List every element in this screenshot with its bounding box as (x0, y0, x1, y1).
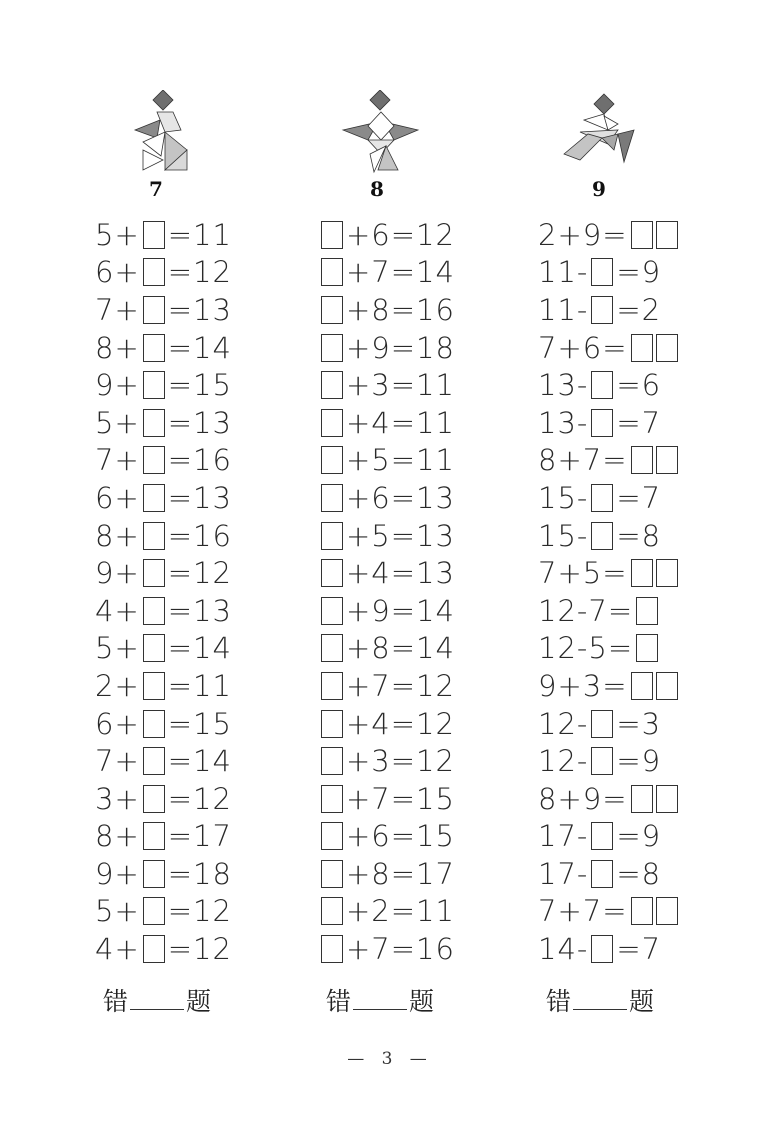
problem-text-after: +4=12 (346, 706, 455, 741)
problem-text-after: =7 (616, 405, 662, 440)
tangram-running-figure-icon (125, 90, 225, 180)
answer-box[interactable] (321, 559, 343, 587)
answer-box[interactable] (321, 409, 343, 437)
problem-row (95, 442, 232, 480)
problem-row (538, 780, 681, 818)
problem-row (538, 517, 681, 555)
problem-text-after: +5=13 (346, 518, 455, 553)
problem-text-before: 9+ (95, 556, 140, 591)
tangram-dancing-figure-icon (338, 90, 438, 180)
answer-box[interactable] (143, 860, 165, 888)
problem-row (538, 216, 681, 254)
problem-row (95, 742, 232, 780)
answer-box[interactable] (631, 785, 653, 813)
answer-box[interactable] (143, 484, 165, 512)
problem-row (95, 818, 232, 856)
problem-text-after: +2=11 (346, 894, 455, 929)
error-count-field (546, 982, 654, 1018)
problem-text-before: 2+ (95, 668, 140, 703)
problem-row (318, 479, 455, 517)
problem-text-before: 8+ (95, 330, 140, 365)
answer-box[interactable] (143, 371, 165, 399)
problem-text-before: 5+ (95, 631, 140, 666)
puzzle-number: 8 (370, 177, 384, 201)
answer-box[interactable] (656, 672, 678, 700)
problem-text-before: 12-7= (538, 593, 634, 628)
problem-row (318, 554, 455, 592)
problem-text-before: 12- (538, 744, 589, 779)
answer-box[interactable] (591, 296, 613, 324)
problem-text-before: 5+ (95, 894, 140, 929)
answer-box[interactable] (591, 258, 613, 286)
problem-row (95, 893, 232, 931)
problem-row (538, 742, 681, 780)
error-count-blank[interactable] (130, 985, 184, 1010)
problem-text-before: 12- (538, 706, 589, 741)
answer-box[interactable] (656, 897, 678, 925)
answer-box[interactable] (321, 710, 343, 738)
problem-text-before: 6+ (95, 706, 140, 741)
problem-text-before: 14- (538, 932, 589, 967)
problem-text-before: 8+ (95, 518, 140, 553)
problem-text-after: =12 (167, 781, 232, 816)
problem-row (95, 930, 232, 968)
problem-text-before: 8+ (95, 819, 140, 854)
answer-box[interactable] (591, 484, 613, 512)
answer-box[interactable] (143, 747, 165, 775)
problem-text-after: =11 (167, 217, 232, 252)
problem-text-before: 13- (538, 368, 589, 403)
problem-row (318, 893, 455, 931)
problem-row (95, 630, 232, 668)
answer-box[interactable] (591, 522, 613, 550)
problem-text-before: 2+9= (538, 217, 628, 252)
problem-row (95, 366, 232, 404)
footer-label-right: 题 (409, 987, 435, 1016)
problem-row (318, 254, 455, 292)
answer-box[interactable] (143, 559, 165, 587)
problem-row (318, 517, 455, 555)
answer-box[interactable] (143, 522, 165, 550)
problem-text-after: +8=16 (346, 292, 455, 327)
problem-row (538, 630, 681, 668)
answer-box[interactable] (321, 935, 343, 963)
answer-box[interactable] (656, 446, 678, 474)
problem-text-after: =18 (167, 856, 232, 891)
problem-text-after: +3=12 (346, 744, 455, 779)
answer-box[interactable] (631, 221, 653, 249)
problem-row (538, 705, 681, 743)
problem-text-before: 7+ (95, 744, 140, 779)
answer-box[interactable] (321, 785, 343, 813)
problem-text-after: +8=17 (346, 856, 455, 891)
answer-box[interactable] (321, 334, 343, 362)
problem-row (318, 742, 455, 780)
problem-text-before: 11- (538, 292, 589, 327)
problem-row (318, 630, 455, 668)
answer-box[interactable] (591, 371, 613, 399)
problem-text-before: 9+ (95, 368, 140, 403)
problem-row (95, 780, 232, 818)
answer-box[interactable] (321, 634, 343, 662)
problem-text-after: +6=13 (346, 480, 455, 515)
answer-box[interactable] (143, 334, 165, 362)
problem-text-before: 7+ (95, 292, 140, 327)
problem-row (538, 667, 681, 705)
footer-label-right: 题 (186, 987, 212, 1016)
answer-box[interactable] (591, 860, 613, 888)
problem-text-after: +6=12 (346, 217, 455, 252)
problem-row (95, 705, 232, 743)
problem-text-before: 9+ (95, 856, 140, 891)
problem-row (538, 404, 681, 442)
problem-text-before: 4+ (95, 932, 140, 967)
problem-text-before: 5+ (95, 405, 140, 440)
problem-row (538, 366, 681, 404)
problem-text-after: =13 (167, 593, 232, 628)
problem-text-before: 17- (538, 819, 589, 854)
answer-box[interactable] (143, 897, 165, 925)
problem-text-before: 15- (538, 518, 589, 553)
error-count-field (103, 982, 211, 1018)
problem-row (318, 930, 455, 968)
answer-box[interactable] (321, 672, 343, 700)
problem-text-after: =16 (167, 443, 232, 478)
problem-text-after: =6 (616, 368, 662, 403)
footer-label-right: 题 (629, 987, 655, 1016)
answer-box[interactable] (636, 634, 658, 662)
answer-box[interactable] (143, 634, 165, 662)
answer-box[interactable] (143, 221, 165, 249)
problem-row (538, 554, 681, 592)
problem-text-after: =12 (167, 255, 232, 290)
problem-row (95, 554, 232, 592)
problem-text-after: =14 (167, 744, 232, 779)
problem-text-before: 7+5= (538, 556, 628, 591)
problem-row (538, 329, 681, 367)
problem-text-after: +4=11 (346, 405, 455, 440)
problem-text-before: 5+ (95, 217, 140, 252)
problem-list (95, 216, 232, 968)
problem-row (538, 291, 681, 329)
footer-label-left: 错 (103, 987, 129, 1016)
problem-text-after: =12 (167, 894, 232, 929)
answer-box[interactable] (143, 710, 165, 738)
problem-row (538, 479, 681, 517)
problem-text-after: +8=14 (346, 631, 455, 666)
problem-row (538, 930, 681, 968)
problem-text-before: 12-5= (538, 631, 634, 666)
problem-row (538, 442, 681, 480)
problem-text-after: =14 (167, 330, 232, 365)
error-count-blank[interactable] (353, 985, 407, 1010)
problem-text-after: +3=11 (346, 368, 455, 403)
answer-box[interactable] (656, 334, 678, 362)
puzzle-number: 7 (149, 177, 163, 201)
footer-label-left: 错 (326, 987, 352, 1016)
problem-row (318, 216, 455, 254)
problem-text-before: 4+ (95, 593, 140, 628)
problem-text-after: =7 (616, 480, 662, 515)
problem-row (538, 254, 681, 292)
problem-text-before: 13- (538, 405, 589, 440)
problem-text-before: 8+9= (538, 781, 628, 816)
answer-box[interactable] (631, 897, 653, 925)
page-number: — 3 — (347, 1049, 433, 1069)
problem-text-before: 8+7= (538, 443, 628, 478)
answer-box[interactable] (636, 597, 658, 625)
problem-row (318, 705, 455, 743)
problem-row (95, 479, 232, 517)
problem-row (95, 404, 232, 442)
answer-box[interactable] (143, 446, 165, 474)
answer-box[interactable] (321, 897, 343, 925)
problem-list (538, 216, 681, 968)
answer-box[interactable] (321, 822, 343, 850)
problem-text-after: +6=15 (346, 819, 455, 854)
answer-box[interactable] (656, 785, 678, 813)
answer-box[interactable] (321, 860, 343, 888)
problem-text-after: =13 (167, 405, 232, 440)
problem-text-after: =9 (616, 255, 662, 290)
problem-row (95, 329, 232, 367)
problem-text-after: =11 (167, 668, 232, 703)
answer-box[interactable] (143, 672, 165, 700)
answer-box[interactable] (631, 672, 653, 700)
answer-box[interactable] (321, 522, 343, 550)
puzzle-number: 9 (592, 177, 606, 201)
problem-text-after: +9=14 (346, 593, 455, 628)
problem-list (318, 216, 455, 968)
answer-box[interactable] (143, 822, 165, 850)
problem-row (95, 254, 232, 292)
answer-box[interactable] (321, 747, 343, 775)
answer-box[interactable] (321, 371, 343, 399)
problem-row (538, 855, 681, 893)
error-count-blank[interactable] (573, 985, 627, 1010)
answer-box[interactable] (631, 334, 653, 362)
answer-box[interactable] (321, 446, 343, 474)
problem-text-before: 7+7= (538, 894, 628, 929)
problem-text-before: 7+6= (538, 330, 628, 365)
problem-text-before: 15- (538, 480, 589, 515)
answer-box[interactable] (591, 409, 613, 437)
answer-box[interactable] (143, 296, 165, 324)
problem-text-after: +7=16 (346, 932, 455, 967)
problem-text-after: =13 (167, 292, 232, 327)
problem-text-after: =15 (167, 706, 232, 741)
answer-box[interactable] (656, 221, 678, 249)
problem-text-after: =13 (167, 480, 232, 515)
answer-box[interactable] (143, 597, 165, 625)
problem-text-after: =17 (167, 819, 232, 854)
problem-row (318, 855, 455, 893)
answer-box[interactable] (143, 785, 165, 813)
problem-row (318, 366, 455, 404)
problem-row (95, 216, 232, 254)
problem-row (95, 517, 232, 555)
answer-box[interactable] (591, 747, 613, 775)
problem-text-after: +7=14 (346, 255, 455, 290)
problem-text-before: 17- (538, 856, 589, 891)
answer-box[interactable] (631, 446, 653, 474)
problem-text-after: =15 (167, 368, 232, 403)
footer-label-left: 错 (546, 987, 572, 1016)
problem-row (318, 442, 455, 480)
problem-row (318, 404, 455, 442)
problem-text-after: +7=15 (346, 781, 455, 816)
problem-row (538, 592, 681, 630)
problem-text-after: =9 (616, 819, 662, 854)
problem-text-before: 7+ (95, 443, 140, 478)
problem-text-after: =16 (167, 518, 232, 553)
answer-box[interactable] (591, 935, 613, 963)
answer-box[interactable] (143, 935, 165, 963)
problem-text-before: 11- (538, 255, 589, 290)
problem-row (318, 329, 455, 367)
answer-box[interactable] (321, 221, 343, 249)
problem-text-after: =12 (167, 932, 232, 967)
answer-box[interactable] (591, 710, 613, 738)
problem-text-after: =8 (616, 518, 662, 553)
problem-text-before: 6+ (95, 480, 140, 515)
problem-text-after: =3 (616, 706, 662, 741)
problem-text-after: =8 (616, 856, 662, 891)
problem-text-before: 9+3= (538, 668, 628, 703)
problem-row (318, 780, 455, 818)
answer-box[interactable] (631, 559, 653, 587)
problem-row (95, 291, 232, 329)
error-count-field (326, 982, 434, 1018)
answer-box[interactable] (143, 409, 165, 437)
problem-row (318, 667, 455, 705)
answer-box[interactable] (656, 559, 678, 587)
problem-row (95, 855, 232, 893)
problem-text-after: =9 (616, 744, 662, 779)
answer-box[interactable] (591, 822, 613, 850)
problem-text-after: =2 (616, 292, 662, 327)
problem-text-after: =12 (167, 556, 232, 591)
problem-row (318, 818, 455, 856)
tangram-bird-figure-icon (558, 90, 658, 180)
problem-row (95, 592, 232, 630)
answer-box[interactable] (321, 296, 343, 324)
problem-text-after: +7=12 (346, 668, 455, 703)
problem-text-after: +5=11 (346, 443, 455, 478)
problem-text-after: +4=13 (346, 556, 455, 591)
problem-text-before: 3+ (95, 781, 140, 816)
problem-row (318, 291, 455, 329)
problem-text-before: 6+ (95, 255, 140, 290)
problem-row (538, 818, 681, 856)
answer-box[interactable] (321, 258, 343, 286)
answer-box[interactable] (143, 258, 165, 286)
problem-row (318, 592, 455, 630)
problem-row (538, 893, 681, 931)
answer-box[interactable] (321, 597, 343, 625)
problem-text-after: =7 (616, 932, 662, 967)
problem-text-after: +9=18 (346, 330, 455, 365)
problem-row (95, 667, 232, 705)
answer-box[interactable] (321, 484, 343, 512)
problem-text-after: =14 (167, 631, 232, 666)
